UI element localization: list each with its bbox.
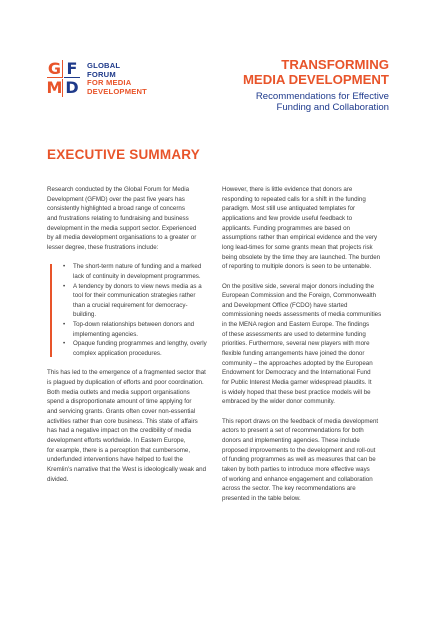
text-line: proposed improvements to the development and roll-out (222, 446, 376, 454)
text-line: is plagued by duplication of efforts and poor coordination. (47, 379, 204, 386)
intro-paragraph (47, 185, 219, 253)
text-line: lack of continuity in development programmes. (73, 272, 201, 280)
text-line: of reporting to multiple donors is seen to be untenable. (222, 263, 372, 271)
text-line: embraced by the wider donor community. (222, 398, 336, 406)
report-title-line-1: TRANSFORMING (281, 57, 389, 72)
text-line: A tendency by donors to view news media as a (73, 282, 202, 290)
text-line: development efforts worldwide. In Eastern Europe, (47, 436, 186, 444)
gfmd-logo (47, 60, 147, 97)
text-line: for Public Interest Media garner widespread plaudits. It (222, 379, 372, 387)
text-line: assumptions rather than empirical evidence and the very (222, 234, 378, 242)
report-subtitle-line-2: Funding and Collaboration (276, 101, 389, 113)
text-line: tool for their communication strategies rather (73, 292, 196, 300)
report-subtitle-line-1: Recommendations for Effective (255, 91, 389, 102)
paragraph-report-scope (222, 417, 394, 504)
report-subtitle (243, 92, 389, 114)
text-line: taken by both parties to introduce more effective ways (222, 465, 370, 473)
text-line: European Commission and the Foreign, Commonwealth (222, 292, 377, 300)
text-line: development in the media support sector. Experienced (47, 224, 197, 232)
text-line: building. (73, 311, 97, 319)
text-line: Top-down relationships between donors and (73, 321, 195, 329)
text-line: paradigm. Most still use antiquated templates for (222, 205, 356, 213)
text-line: and frustrations relating to fundraising and business (47, 214, 189, 222)
text-line: of these assessments are used to determine funding (222, 330, 366, 338)
text-line: in the MENA region and Eastern Europe. The findings (222, 321, 370, 329)
text-line: commissioning needs assessments of media communities (222, 311, 382, 319)
paragraph-positive-side (222, 282, 394, 408)
text-line: spend a disproportionate amount of time applying for (47, 398, 192, 406)
logo-letter-d: D (65, 78, 79, 97)
text-line: This report draws on the feedback of media development (222, 417, 379, 425)
bullet-icon: • (63, 282, 66, 290)
text-line: This has led to the emergence of a fragmented sector that (47, 369, 206, 377)
logo-line-for-media: FOR MEDIA (87, 78, 132, 88)
section-title: EXECUTIVE SUMMARY (47, 147, 200, 162)
bullet-icon: • (63, 321, 66, 329)
gfmd-logo-mark (47, 60, 80, 97)
text-line: being obsolete by the time they are launched. The burden (222, 253, 381, 261)
text-line: community – the approaches adopted by the European (222, 359, 373, 367)
text-line: Kremlin’s narrative that the West is ideologically weak and (47, 465, 207, 473)
text-line: activities rather than core business. This state of affairs (47, 417, 198, 425)
outro-paragraph (47, 368, 219, 484)
text-line: The short-term nature of funding and a marked (73, 263, 202, 271)
text-line: of funding programmes as well as measures that can be (222, 456, 376, 464)
paragraph-funding-paradigm (222, 185, 394, 272)
text-line: Opaque funding programmes and lengthy, overly (73, 340, 207, 348)
text-line: Both media outlets and media support organisations (47, 388, 190, 396)
logo-letter-m: M (46, 78, 63, 97)
report-header (243, 58, 389, 114)
text-line: priorities. Furthermore, several new players with more (222, 340, 370, 348)
text-line: implementing agencies. (73, 330, 139, 338)
text-line: for example, there is a perception that cumbersome, (47, 446, 191, 454)
text-line: and Development Office (FCDO) have started (222, 301, 348, 309)
text-line: consistently highlighted a broad range of concerns (47, 205, 185, 213)
text-line: across the sector. The key recommendations are (222, 485, 356, 493)
text-line: is widely hoped that these best practice models will be (222, 388, 371, 396)
accent-bar (50, 264, 52, 357)
text-line: presented in the table below. (222, 494, 301, 502)
text-line: responding to repeated calls for a shift in the funding (222, 195, 366, 203)
frustrations-list (47, 262, 219, 359)
text-line: flexible funding arrangements have joined the donor (222, 350, 365, 358)
text-line: complex application procedures. (73, 350, 162, 358)
right-column (222, 185, 394, 504)
report-title-line-2: MEDIA DEVELOPMENT (242, 71, 389, 87)
text-line: Endowment for Democracy and the International Fund (222, 369, 371, 377)
list-item (63, 320, 219, 339)
text-line: underfunded interventions have helped to fuel the (47, 456, 183, 464)
bullet-icon: • (63, 340, 66, 348)
text-line: lesser degree, these frustrations include: (47, 243, 159, 251)
logo-line-forum: FORUM (87, 69, 116, 79)
text-line: and servicing grants. Grants often cover non-essential (47, 407, 196, 415)
text-line: by all media development organisations to a greater or (47, 234, 197, 242)
list-item (63, 282, 219, 321)
text-line: Development (GFMD) over the past five years has (47, 195, 185, 203)
text-line: applications and few provide useful feedback to (222, 214, 353, 222)
list-item (63, 339, 219, 358)
logo-letter-g: G (47, 58, 62, 78)
left-column (47, 185, 219, 484)
text-line: divided. (47, 475, 69, 483)
logo-wordmark (87, 62, 147, 96)
report-title (243, 58, 389, 87)
paragraph-gap (222, 407, 394, 417)
text-line: applicants. Funding programmes are based on (222, 224, 350, 232)
text-line: donors and implementing agencies. These include (222, 436, 360, 444)
text-line: than a crucial requirement for democracy- (73, 301, 188, 309)
paragraph-gap (222, 272, 394, 282)
logo-line-development: DEVELOPMENT (87, 86, 148, 96)
logo-letter-f: F (64, 60, 80, 78)
bullet-icon: • (63, 263, 66, 271)
logo-line-global: GLOBAL (87, 61, 121, 70)
text-line: On the positive side, several major donors including the (222, 282, 375, 290)
text-line: actors to present a set of recommendations for both (222, 427, 364, 435)
text-line: Research conducted by the Global Forum for Media (47, 186, 190, 193)
text-line: has had a negative impact on the credibility of media (47, 427, 192, 435)
list-item (63, 262, 219, 281)
text-line: long lead-times for some grants mean that projects risk (222, 243, 373, 251)
text-line: However, there is little evidence that donors are (222, 186, 353, 193)
text-line: of working and enhance engagement and collaboration (222, 475, 373, 483)
